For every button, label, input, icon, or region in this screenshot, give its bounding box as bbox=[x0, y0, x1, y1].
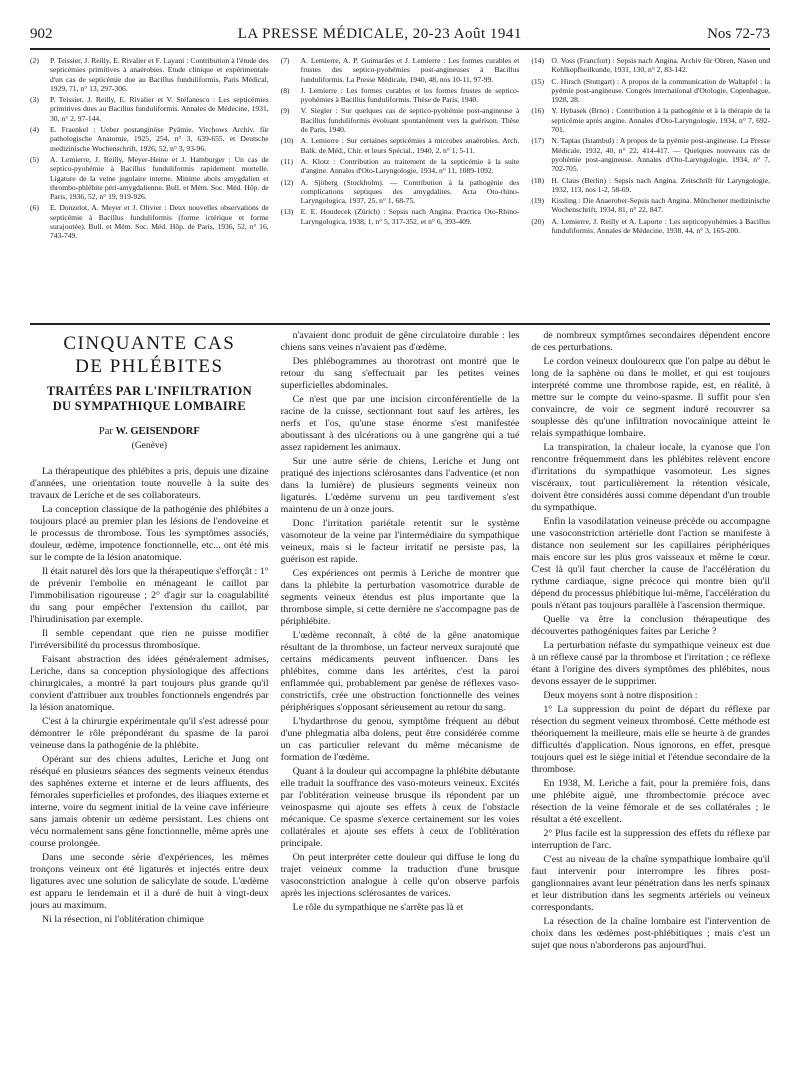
reference-number: (4) bbox=[30, 125, 39, 135]
reference-number: (10) bbox=[280, 136, 294, 146]
reference-text: A. Sjöberg (Stockholm). — Contribution à la pathogénie des complications septiques des amygdalites. Acta Oto-rhino-Laryngologica, 1937, 25, n° 1, 68-75. bbox=[300, 177, 520, 206]
page-header bbox=[30, 26, 770, 50]
article-title-line-2: DE PHLÉBITES bbox=[75, 356, 224, 377]
author-affiliation: (Genève) bbox=[131, 441, 167, 451]
journal-title: LA PRESSE MÉDICALE, 20-23 Août 1941 bbox=[237, 26, 522, 42]
paragraph: Ces expériences ont permis à Leriche de montrer que dans la phlébite la perturbation vasomotrice durable de segments veineux étendus est plus importante que la thrombose simple, si cette dernière ne s'accompagne pas de périphlébite. bbox=[280, 568, 520, 627]
reference-number: (5) bbox=[30, 154, 39, 164]
references-column-3 bbox=[531, 56, 770, 320]
article-column-1 bbox=[30, 330, 269, 1072]
reference-number: (20) bbox=[531, 216, 544, 226]
paragraph: La thérapeutique des phlébites a pris, depuis une dizaine d'années, une orientation toute nouvelle à la suite des travaux de Leriche et de ses collaborateurs. bbox=[30, 466, 269, 501]
reference-number: (12) bbox=[280, 177, 294, 187]
paragraph: Donc l'irritation pariétale retentit sur le système vasomoteur de la veine par l'intermédiaire du sympathique veineux, mais si le facteur irritatif ne persiste pas, la guérison est rapide. bbox=[280, 518, 520, 565]
reference-number: (19) bbox=[531, 196, 544, 206]
article bbox=[30, 330, 770, 1072]
reference-text: P. Teissier, J. Reilly, E. Rivalier et F. Layani : Contribution à l'étude des septicémies primitives à anaérobies. Etude clinique et expérimentale d'un cas de septicémie due au Bacillus funduliformis. Paris Médical, 1929, 71, n° 13, 297-306. bbox=[50, 56, 269, 93]
reference-number: (3) bbox=[30, 95, 39, 105]
paragraph: Opérant sur des chiens adultes, Leriche et Jung ont réséqué en plusieurs séances des segments veineux étendus des saphènes externe et interne et de leurs affluents, des fémorales superficielles et profondes, des iliaques externe et interne, voire du segment initial de la veine cave inférieure sans jamais obtenir un œdème persistant. Les chiens ont vécu normalement sans gêne fonctionnelle, même après une course prolongée. bbox=[30, 754, 269, 849]
paragraph: La transpiration, la chaleur locale, la cyanose que l'on rencontre fréquemment dans les phlébites relèvent encore d'irritations du sympathique vasomoteur. Les signes viscéraux, tout particulièrement la rétention vésicale, doivent être considérés aussi comme dépendant d'un trouble du sympathique. bbox=[531, 442, 771, 513]
reference-item bbox=[30, 125, 269, 153]
reference-text: C. Hirsch (Stuttgart) : A propos de la communication de Waltapfel : la pyémie post-angineuse. Congrès international d'Otologie, Copenhague, 1928, 28. bbox=[551, 76, 771, 105]
paragraph: Il semble cependant que rien ne puisse modifier l'irréversibilité du processus thrombosique. bbox=[30, 628, 269, 651]
reference-number: (16) bbox=[531, 106, 544, 116]
reference-text: E. Fraenkel : Ueber postanginöse Pyämie. Virchows Archiv. für pathologische Anatomie, 1925, 254, n° 3, 639-655, et Deutsche medizinische Wochenschrift, 1926, 52, n° 3, 93-96. bbox=[50, 125, 269, 153]
paragraph: Des phlébogrammes au thorotrast ont montré que le retour du sang s'effectuait par les petites veines superficielles abdominales. bbox=[280, 356, 520, 391]
reference-item bbox=[531, 176, 770, 195]
paragraph: 2° Plus facile est la suppression des effets du réflexe par interruption de l'arc. bbox=[531, 828, 771, 851]
article-title-line-1: CINQUANTE CAS bbox=[63, 333, 236, 354]
reference-number: (8) bbox=[280, 85, 290, 95]
reference-item bbox=[281, 136, 520, 155]
article-title bbox=[30, 332, 269, 378]
references-section bbox=[30, 56, 770, 320]
paragraph: Le rôle du sympathique ne s'arrête pas là et bbox=[292, 902, 464, 913]
paragraph: L'œdème reconnaît, à côté de la gêne anatomique résultant de la thrombose, un facteur nerveux surajouté que certains médicaments peuvent influencer. Dans les phlébites, comme dans les artérites, c'est la paroi enflammée qui, probablement par genèse de réflexes vaso-constrictifs, crée une obstruction fonctionnelle des veines périphériques s'opposant sérieusement au retour du sang. bbox=[280, 630, 520, 713]
reference-item bbox=[531, 106, 770, 134]
reference-text: A. Lemierre, J. Reilly et A. Laporte : Les septicopyohémies à Bacillus funduliformis. Annales de Médecine, 1938, 44, n° 3, 165-200. bbox=[551, 216, 771, 236]
reference-number: (14) bbox=[531, 56, 544, 65]
reference-number: (13) bbox=[280, 207, 294, 217]
paragraph: n'avaient donc produit de gêne circulatoire durable : les chiens sans veines n'avaient pas d'œdème. bbox=[280, 330, 520, 353]
reference-item bbox=[281, 207, 520, 226]
reference-item bbox=[531, 196, 770, 215]
reference-number: (15) bbox=[531, 76, 544, 86]
reference-item bbox=[281, 86, 520, 105]
reference-text: O. Voss (Francfort) : Sepsis nach Angina. Archiv für Ohren, Nasen und Kehlkopfheilkunde, 1931, 130, n° 2, 83-142. bbox=[551, 56, 771, 75]
reference-text: A. Lemierre, A. P. Guimarães et J. Lemierre : Les formes curables et frustes des septico-pyohémies post-angineuses à Bacillus funduliformis. La Presse Médicale, 1940, 48, nos 10-11, 97-99. bbox=[300, 56, 520, 84]
paragraph: C'est à la chirurgie expérimentale qu'il s'est adressé pour démontrer le rôle prépondérant du spasme de la paroi veineuse dans la pathogénie de la phlébite. bbox=[30, 716, 269, 751]
paragraph: On peut interpréter cette douleur qui diffuse le long du trajet veineux comme la traduction d'une brusque vasoconstriction analogue à celle qu'on observe parfois après les injections sclérosantes de varices. bbox=[280, 852, 520, 899]
reference-text: E. E. Houdecek (Zürich) : Sepsis nach Angina. Practica Oto-Rhino-Laryngologica, 1938, 1, n° 5, 317-352, et n° 6, 393-409. bbox=[300, 207, 520, 226]
reference-item bbox=[281, 157, 520, 176]
reference-item bbox=[281, 178, 520, 206]
reference-number: (18) bbox=[531, 175, 544, 185]
paragraph: Ce n'est que par une incision circonférentielle de la racine de la cuisse, sectionnant tout sauf les artères, les nerfs et l'os, qu'une stase énorme s'est manifestée aboutissant à des ulcérations ou à une gangrène qui a tué assez rapidement les animaux. bbox=[280, 394, 520, 453]
paragraph: Il était naturel dès lors que la thérapeutique s'efforçât : 1° de prévenir l'embolie en ménageant le caillot par l'immobilisation rigoureuse ; 2° d'agir sur la coagulabilité du sang pour empêcher l'extension du caillot, par l'hirudinisation par exemple. bbox=[30, 566, 269, 625]
paragraph: L'hydarthrose du genou, symptôme fréquent au début d'une phlegmatia alba dolens, peut être considérée comme un cas particulier relevant du même mécanisme de formation de l'œdème. bbox=[280, 716, 520, 763]
article-column-1-text bbox=[30, 466, 269, 926]
paragraph: Enfin la vasodilatation veineuse précède ou accompagne une vasoconstriction artérielle dont l'action se manifeste à distance non seulement sur les capillaires périphériques mais encore sur les plus gros vaisseaux et même le cœur. C'est là qu'il faut chercher la cause de l'accélération du rythme cardiaque, signe précoce qui montre bien qu'il dépend du processus phlébitique lui-même, l'accélération du pouls n'étant pas toujours parallèle à l'ascension thermique. bbox=[531, 516, 771, 611]
reference-item bbox=[30, 155, 269, 201]
article-column-2 bbox=[281, 330, 520, 1072]
reference-number: (2) bbox=[30, 56, 39, 65]
reference-item bbox=[531, 77, 770, 105]
reference-text: E. Donzelot, A. Meyer et J. Olivier : Deux nouvelles observations de septicémie à Bacillus funduliformis (forme ictérique et forme surajoutée). Bull. et Mém. Soc. Méd. Hôp. de Paris, 1936, 52, n° 16, 743-749. bbox=[50, 203, 269, 241]
paragraph: Faisant abstraction des idées généralement admises, Leriche, dans sa conception physiologique des affections chirurgicales, a montré la part toujours plus grande qu'il convient d'attribuer aux troubles fonctionnels engendrés par la lésion anatomique. bbox=[30, 654, 269, 713]
paragraph: Dans une seconde série d'expériences, les mêmes tronçons veineux ont été ligaturés et injectés entre deux ligatures avec une solution de salicylate de soude. L'œdème est apparu le lendemain et il a duré de huit à vingt-deux jours au maximum. bbox=[30, 852, 269, 911]
paragraph: La résection de la chaîne lombaire est l'intervention de choix dans les œdèmes post-phlébitiques ; mais c'est un sujet que nous n'aborderons pas aujourd'hui. bbox=[531, 916, 771, 951]
reference-text: H. Claus (Berlin) : Sepsis nach Angina. Zeitschrift für Laryngologie, 1932, 113, nos 1-2, 58-69. bbox=[551, 175, 771, 194]
reference-item bbox=[531, 56, 770, 75]
reference-number: (9) bbox=[280, 106, 290, 116]
reference-item bbox=[30, 56, 269, 93]
reference-text: Kissling : Die Anaerober-Sepsis nach Angina. Münchener medizinische Wochenschrift, 1934, 81, n° 22, 847. bbox=[551, 196, 771, 215]
reference-text: V. Siegler : Sur quelques cas de septico-pyohémie post-angineuse à Bacillus funduliformis évoluant spontanément vers la guérison. Thèse de Paris, 1940. bbox=[300, 106, 520, 135]
paragraph: de nombreux symptômes secondaires dépendent encore de ces perturbations. bbox=[531, 330, 771, 353]
reference-text: A. Klotz : Contribution au traitement de la septicémie à la suite d'angine. Annales d'Oto-Laryngologie, 1934, n° 11, 1089-1092. bbox=[300, 156, 520, 176]
article-subtitle bbox=[30, 384, 269, 414]
reference-text: A. Lemierre, J. Reilly, Meyer-Heine et J. Hamburger : Un cas de septico-pyohémie à Bacillus funduliformis rapidement mortelle. Ligature de la veine jugulaire interne. Minime abcès amygdalien et thrombo-phlébite péri-amygdalienne. Bull. et Mém. Soc. Méd. Hôp. de Paris, 1936, 52, n° 19, 919-926. bbox=[50, 154, 269, 202]
reference-number: (17) bbox=[531, 136, 544, 146]
issue-number: Nos 72-73 bbox=[707, 26, 770, 42]
article-author bbox=[30, 426, 269, 438]
paragraph: La perturbation néfaste du sympathique veineux est due à un réflexe causé par la thrombose et l'irritation ; ce réflexe étant à l'origine des divers symptômes des phlébites, nous devons essayer de le supprimer. bbox=[531, 640, 771, 687]
reference-item bbox=[531, 217, 770, 236]
article-column-3 bbox=[531, 330, 770, 1072]
reference-item bbox=[30, 203, 269, 240]
references-column-2 bbox=[281, 56, 520, 320]
article-subtitle-line-1: TRAITÉES PAR L'INFILTRATION bbox=[46, 384, 252, 398]
reference-item bbox=[281, 106, 520, 134]
paragraph: Deux moyens sont à notre disposition : bbox=[543, 690, 698, 701]
reference-item bbox=[531, 136, 770, 173]
reference-text: Y. Hybasek (Brno) : Contribution à la pathogénie et à la thérapie de la septicémie après angine. Annales d'Oto-Laryngologie, 1934, n° 7, 692-701. bbox=[551, 106, 771, 135]
reference-item bbox=[281, 56, 520, 84]
paragraph: 1° La suppression du point de départ du réflexe par résection du segment veineux thrombosé. Cette méthode est théoriquement la meilleure, mais elle se heurte à de grandes difficultés d'application. Nous ignorons, en effet, presque toujours quel est le siège initial et l'étendue secondaire de la thrombose. bbox=[531, 704, 771, 775]
paragraph: Quelle va être la conclusion thérapeutique des découvertes pathogéniques faites par Leriche ? bbox=[531, 614, 771, 637]
reference-text: A. Lemierre : Sur certaines septicémies à microbes anaérobies. Arch. Balk. de Méd., Chir. et leurs Spécial., 1940, 2, n° 1, 5-11. bbox=[300, 136, 520, 155]
article-subtitle-line-2: DU SYMPATHIQUE LOMBAIRE bbox=[52, 399, 246, 413]
reference-number: (7) bbox=[280, 56, 290, 65]
reference-text: J. Lemierre : Les formes curables et les formes frustes de septico-pyohémies à Bacillus funduliformis. Thèse de Paris, 1940. bbox=[300, 85, 520, 105]
reference-number: (11) bbox=[280, 156, 294, 166]
page-number: 902 bbox=[30, 26, 53, 42]
author-prefix: Par bbox=[98, 426, 113, 437]
paragraph: C'est au niveau de la chaîne sympathique lombaire qu'il faut intervenir pour interrompre les fibres post-ganglionnaires avant leur pénétration dans les nerfs spinaux et leur distribution dans les segments artériels ou veineux correspondants. bbox=[531, 854, 771, 913]
reference-text: P. Teissier, J. Reilly, E. Rivalier et V. Stéfanesco : Les septicémies primitives dues au Bacillus funduliformis. Annales de Médecine, 1931, 30, n° 2, 97-144. bbox=[50, 95, 269, 123]
paragraph: Quant à la douleur qui accompagne la phlébite débutante elle traduit la souffrance des vaso-moteurs veineux. Excités par l'oblitération veineuse brusque ils répondent par un veinospasme qui ajoute ses effets à ceux de l'obstacle mécanique. Ce spasme s'exerce certainement sur les voies collatérales et ajoute ses effets à ceux de l'oblitération principale. bbox=[280, 766, 520, 849]
reference-item bbox=[30, 95, 269, 123]
section-divider bbox=[30, 323, 770, 325]
references-column-1 bbox=[30, 56, 269, 320]
reference-number: (6) bbox=[30, 203, 39, 213]
paragraph: Sur une autre série de chiens, Leriche et Jung ont pratiqué des injections sclérosantes dans l'adventice (et non dans la lumière) de plusieurs segments veineux non ligaturés. L'œdème survenu un peu tardivement s'est maintenu de un à onze jours. bbox=[280, 456, 520, 515]
paragraph: Le cordon veineux douloureux que l'on palpe au début le long de la saphène ou dans le mollet, et qui est toujours interprété comme une thrombose rapide, est, en réalité, à mettre sur le compte du veino-spasme. Il suffit pour s'en convaincre, de voir ce segment induré recouvrer sa souplesse dès qu'une infiltration novocaïnique atteint le relais sympathique lombaire. bbox=[531, 356, 771, 439]
author-name: W. GEISENDORF bbox=[115, 426, 200, 437]
paragraph: La conception classique de la pathogénie des phlébites a toujours placé au premier plan les lésions de l'endoveine et le processus de thrombose. Tous les symptômes associés, douleur, œdème, impotence fonctionnelle, etc... ont été mis sur le compte de la lésion anatomique. bbox=[30, 504, 269, 563]
paragraph: Ni la résection, ni l'oblitération chimique bbox=[42, 914, 204, 925]
paragraph: En 1938, M. Leriche a fait, pour la première fois, dans une phlébite aiguë, une thrombectomie précoce avec résection de la veine fémorale et de ses collatérales ; le résultat a été excellent. bbox=[531, 778, 771, 825]
reference-text: N. Taptas (Istambul) : A propos de la pyémie post-angineuse. La Presse Médicale, 1932, 40, n° 22, 414-417. — Quelques nouveaux cas de pyohémie post-angineuse. Annales d'Oto-Laryngologie, 1934, n° 7, 702-705. bbox=[551, 136, 771, 174]
